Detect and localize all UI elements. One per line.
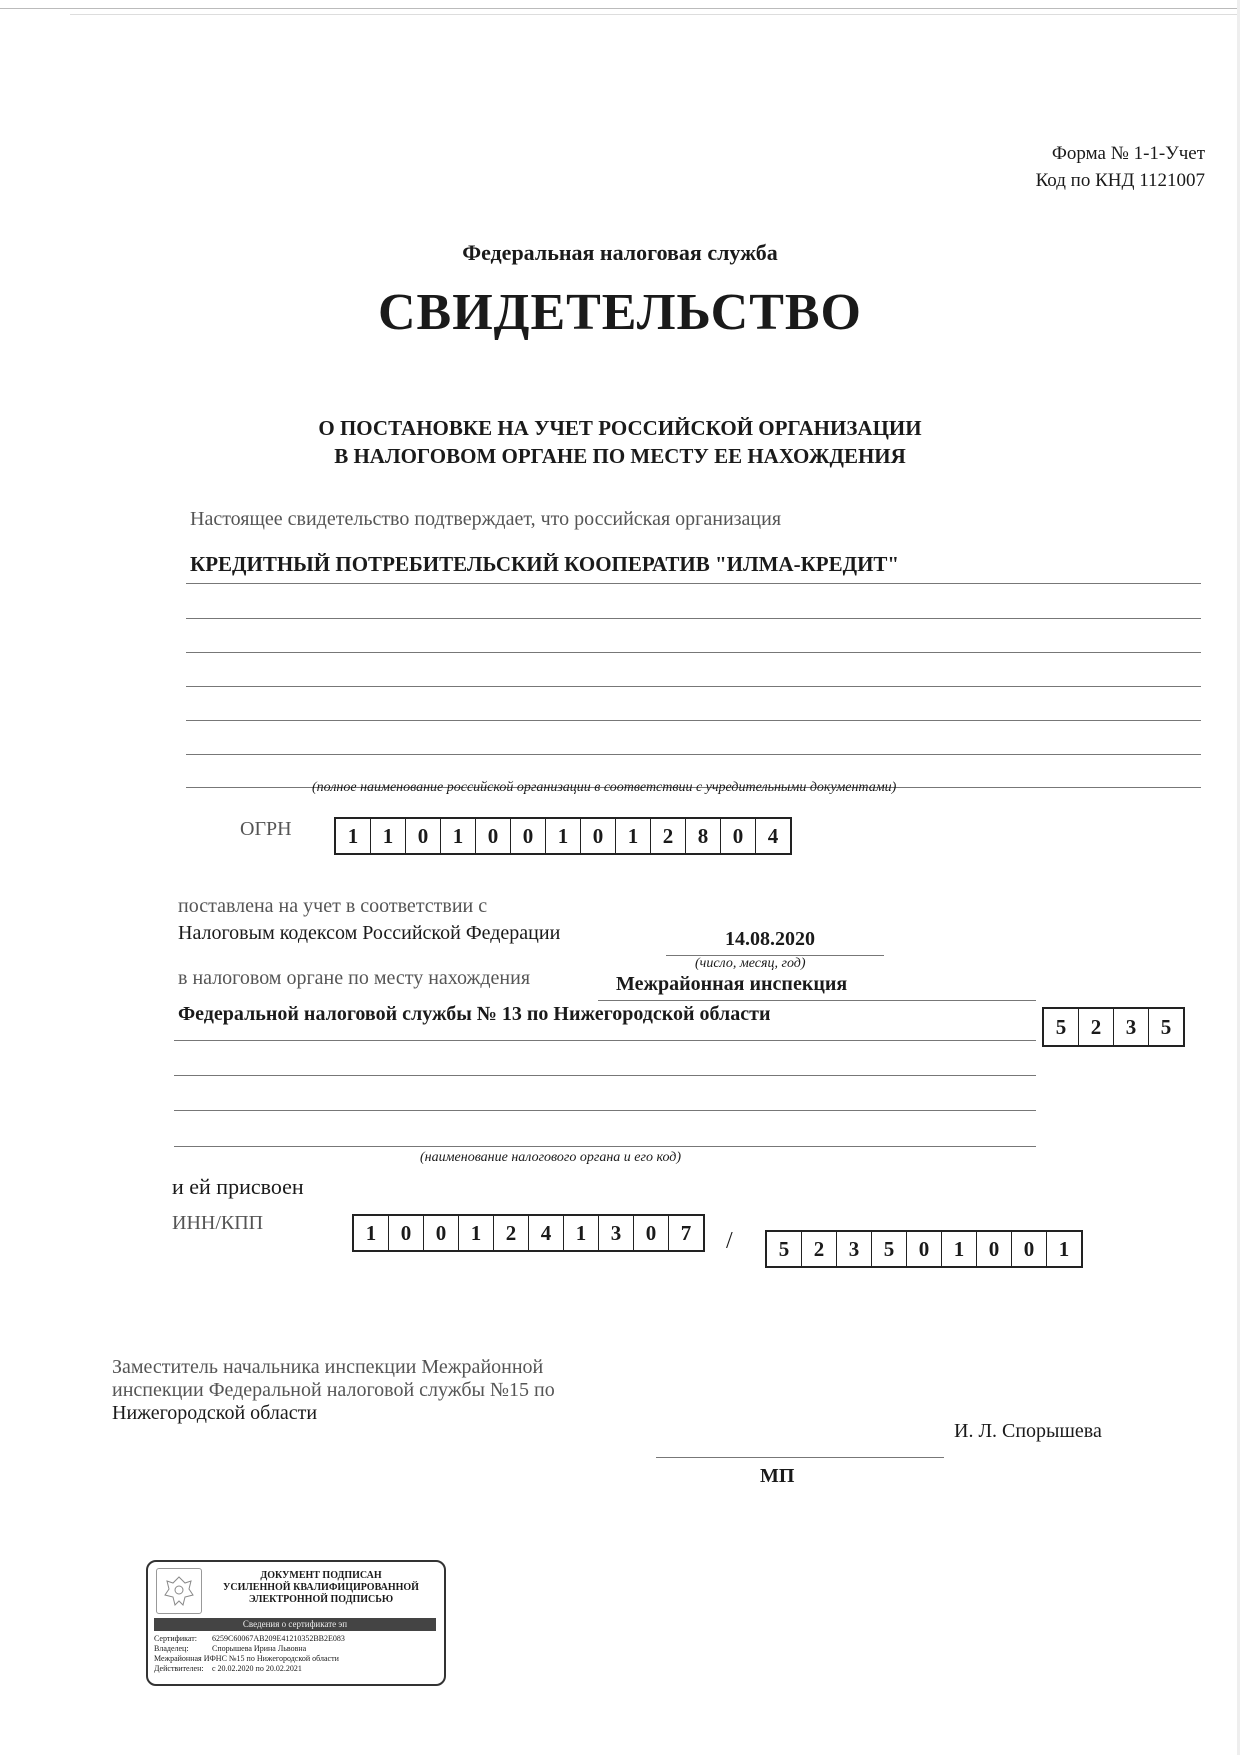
ogrn-digit: 4 — [767, 823, 779, 848]
tax-line-1 — [174, 1040, 1036, 1041]
ogrn-digit: 0 — [581, 819, 616, 853]
org-line-1 — [186, 583, 1201, 584]
ogrn-digit: 0 — [476, 819, 511, 853]
inn-kpp-label: ИНН/КПП — [172, 1212, 264, 1234]
form-header — [1036, 140, 1205, 194]
signatory-position-1: Заместитель начальника инспекции Межрайонной — [112, 1356, 544, 1378]
inn-digit: 0 — [424, 1216, 459, 1250]
e-signature-heading-1: ДОКУМЕНТ ПОДПИСАН — [260, 1570, 382, 1581]
inn-digit: 1 — [459, 1216, 494, 1250]
kpp-digit: 1 — [942, 1232, 977, 1266]
organization-caption: (полное наименование российской организации в соответствии с учредительными документами) — [312, 780, 897, 795]
ogrn-digit: 1 — [371, 819, 406, 853]
e-signature-bar: Сведения о сертификате эп — [154, 1618, 436, 1631]
tax-authority-name-1: Межрайонная инспекция — [616, 973, 848, 995]
document-title: СВИДЕТЕЛЬСТВО — [377, 284, 863, 341]
owner-label: Владелец: — [154, 1644, 189, 1653]
registration-text-1: поставлена на учет в соответствии с — [178, 895, 488, 917]
kpp-digit: 2 — [802, 1232, 837, 1266]
organization-intro: Настоящее свидетельство подтверждает, что российская организация — [190, 508, 782, 530]
kpp-digit: 5 — [872, 1232, 907, 1266]
scan-edge-line — [0, 8, 1240, 9]
ogrn-digit: 1 — [441, 819, 476, 853]
inn-kpp-separator: / — [726, 1228, 733, 1254]
signatory-name: И. Л. Спорышева — [954, 1420, 1102, 1442]
e-signature-heading-2: УСИЛЕННОЙ КВАЛИФИЦИРОВАННОЙ — [223, 1582, 419, 1593]
tax-authority-intro: в налоговом органе по месту нахождения — [178, 967, 531, 989]
tax-line-0 — [598, 1000, 1036, 1001]
subtitle-line-1: О ПОСТАНОВКЕ НА УЧЕТ РОССИЙСКОЙ ОРГАНИЗАЦИИ — [318, 416, 922, 440]
seal-mark: МП — [760, 1465, 795, 1487]
ogrn-digit: 0 — [721, 819, 756, 853]
signatory-position-3: Нижегородской области — [112, 1402, 318, 1424]
ogrn-digit: 1 — [546, 819, 581, 853]
service-name: Федеральная налоговая служба — [462, 240, 778, 265]
inn-digit: 1 — [354, 1216, 389, 1250]
tax-authority-code-cells — [1042, 1007, 1185, 1047]
e-signature-details — [154, 1634, 345, 1674]
date-caption: (число, месяц, год) — [695, 956, 806, 971]
inn-digit: 1 — [564, 1216, 599, 1250]
org-line-5 — [186, 720, 1201, 721]
tax-line-2 — [174, 1075, 1036, 1076]
signature-line — [656, 1457, 944, 1458]
tax-code-digit: 3 — [1114, 1009, 1149, 1045]
form-number: Форма № 1-1-Учет — [1051, 143, 1205, 164]
tax-line-3 — [174, 1110, 1036, 1111]
signatory-position-2: инспекции Федеральной налоговой службы №15 по — [112, 1379, 555, 1401]
tax-code-digit: 5 — [1044, 1009, 1079, 1045]
ogrn-digit: 1 — [616, 819, 651, 853]
inn-digit: 0 — [634, 1216, 669, 1250]
inn-digit: 4 — [529, 1216, 564, 1250]
valid-value: с 20.02.2020 по 20.02.2021 — [212, 1664, 302, 1673]
e-signature-heading-3: ЭЛЕКТРОННОЙ ПОДПИСЬЮ — [248, 1594, 394, 1605]
kpp-digit: 3 — [837, 1232, 872, 1266]
ogrn-digit: 2 — [651, 819, 686, 853]
kpp-digit: 0 — [907, 1232, 942, 1266]
ogrn-digit: 1 — [336, 819, 371, 853]
cert-row — [154, 1634, 345, 1644]
ogrn-cells — [334, 817, 792, 855]
inn-digit: 3 — [599, 1216, 634, 1250]
tax-authority-name-2: Федеральной налоговой службы № 13 по Нижегородской области — [178, 1003, 771, 1025]
kpp-cells — [765, 1230, 1083, 1268]
org-row: Межрайонная ИФНС №15 по Нижегородской области — [154, 1654, 339, 1663]
owner-row — [154, 1644, 345, 1654]
kpp-digit: 0 — [977, 1232, 1012, 1266]
registration-text-2: Налоговым кодексом Российской Федерации — [178, 922, 561, 944]
tax-authority-caption: (наименование налогового органа и его код) — [420, 1150, 682, 1165]
knd-code: Код по КНД 1121007 — [1035, 170, 1205, 191]
kpp-digit: 5 — [767, 1232, 802, 1266]
owner-value: Спорышева Ирина Львовна — [212, 1644, 307, 1653]
document-subtitle — [0, 414, 1240, 470]
inn-cells — [352, 1214, 705, 1252]
cert-label: Сертификат: — [154, 1634, 197, 1643]
valid-label: Действителен: — [154, 1664, 204, 1673]
ogrn-digit: 0 — [511, 819, 546, 853]
assigned-text: и ей присвоен — [172, 1174, 304, 1199]
ogrn-digit: 0 — [406, 819, 441, 853]
inn-digit: 2 — [494, 1216, 529, 1250]
e-signature-stamp — [146, 1560, 446, 1686]
subtitle-line-2: В НАЛОГОВОМ ОРГАНЕ ПО МЕСТУ ЕЕ НАХОЖДЕНИЯ — [334, 444, 906, 468]
inn-digit: 0 — [389, 1216, 424, 1250]
valid-row — [154, 1664, 345, 1674]
cert-value: 6259C60067AB209E41210352BB2E083 — [212, 1634, 345, 1643]
inn-digit: 7 — [680, 1220, 692, 1245]
kpp-digit: 0 — [1012, 1232, 1047, 1266]
tax-line-4 — [174, 1146, 1036, 1147]
org-line-4 — [186, 686, 1201, 687]
org-line-2 — [186, 618, 1201, 619]
scan-edge-line-2 — [70, 14, 1240, 15]
registration-date: 14.08.2020 — [725, 928, 815, 950]
e-signature-heading — [204, 1570, 438, 1606]
tax-code-digit: 2 — [1079, 1009, 1114, 1045]
emblem-icon — [156, 1568, 202, 1614]
org-line-6 — [186, 754, 1201, 755]
org-line-3 — [186, 652, 1201, 653]
signatory-position — [112, 1356, 555, 1425]
ogrn-label: ОГРН — [240, 818, 292, 840]
kpp-digit: 1 — [1058, 1236, 1070, 1261]
organization-name: КРЕДИТНЫЙ ПОТРЕБИТЕЛЬСКИЙ КООПЕРАТИВ "ИЛМА-КРЕДИТ" — [190, 552, 900, 576]
tax-code-digit: 5 — [1160, 1014, 1172, 1039]
ogrn-digit: 8 — [686, 819, 721, 853]
